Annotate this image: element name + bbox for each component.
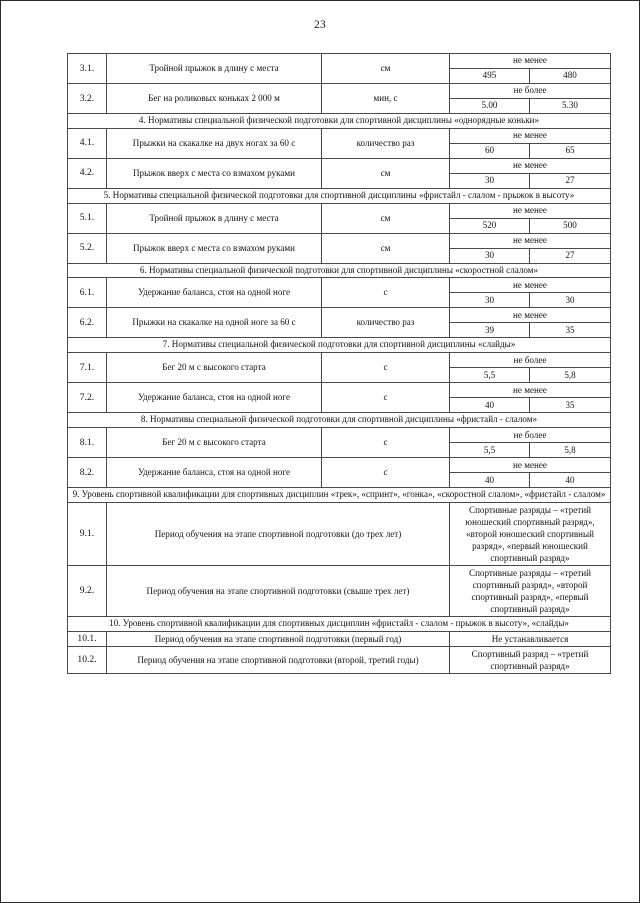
row-condition: не менее (450, 278, 611, 293)
row-condition: не менее (450, 308, 611, 323)
row-number: 4.2. (68, 158, 107, 188)
section-header-row (68, 114, 611, 129)
table-row (68, 84, 611, 99)
row-number: 6.2. (68, 308, 107, 338)
section-header-text: 7. Нормативы специальной физической подготовки для спортивной дисциплины «слайды» (68, 338, 611, 353)
row-qualification-value: Спортивные разряды – «третий спортивный разряд», «второй спортивный разряд», «первый спортивный разряд» (450, 565, 611, 616)
row-unit: с (322, 428, 450, 458)
table-row (68, 631, 611, 646)
row-exercise-name: Прыжок вверх с места со взмахом руками (107, 233, 322, 263)
table-row (68, 158, 611, 173)
row-description: Период обучения на этапе спортивной подготовки (до трех лет) (107, 502, 450, 565)
row-number: 8.2. (68, 458, 107, 488)
row-exercise-name: Бег 20 м с высокого старта (107, 353, 322, 383)
row-value-male: 39 (450, 323, 530, 338)
row-value-female: 5,8 (530, 368, 611, 383)
row-value-male: 40 (450, 473, 530, 488)
row-number: 4.1. (68, 128, 107, 158)
row-value-male: 520 (450, 218, 530, 233)
row-value-female: 480 (530, 69, 611, 84)
row-value-female: 5,8 (530, 443, 611, 458)
row-condition: не менее (450, 158, 611, 173)
row-value-female: 27 (530, 248, 611, 263)
row-description: Период обучения на этапе спортивной подготовки (первый год) (107, 631, 450, 646)
row-description: Период обучения на этапе спортивной подготовки (свыше трех лет) (107, 565, 450, 616)
row-exercise-name: Удержание баланса, стоя на одной ноге (107, 278, 322, 308)
row-value-female: 5.30 (530, 99, 611, 114)
section-header-row (68, 263, 611, 278)
row-value-male: 5.00 (450, 99, 530, 114)
row-condition: не менее (450, 54, 611, 69)
section-header-row (68, 488, 611, 503)
row-value-female: 27 (530, 173, 611, 188)
section-header-row (68, 616, 611, 631)
row-description: Период обучения на этапе спортивной подготовки (второй, третий годы) (107, 646, 450, 673)
sport-standards-table (67, 53, 611, 674)
row-value-male: 5,5 (450, 368, 530, 383)
section-header-row (68, 413, 611, 428)
row-condition: не более (450, 428, 611, 443)
row-number: 9.2. (68, 565, 107, 616)
row-number: 7.2. (68, 383, 107, 413)
row-exercise-name: Прыжки на скакалке на двух ногах за 60 с (107, 128, 322, 158)
row-unit: количество раз (322, 308, 450, 338)
section-header-row (68, 188, 611, 203)
row-unit: см (322, 54, 450, 84)
row-exercise-name: Бег 20 м с высокого старта (107, 428, 322, 458)
row-value-female: 500 (530, 218, 611, 233)
row-value-female: 35 (530, 398, 611, 413)
row-value-male: 40 (450, 398, 530, 413)
row-unit: с (322, 383, 450, 413)
row-condition: не менее (450, 203, 611, 218)
table-row (68, 383, 611, 398)
row-condition: не менее (450, 458, 611, 473)
row-unit: количество раз (322, 128, 450, 158)
row-number: 9.1. (68, 502, 107, 565)
section-header-text: 8. Нормативы специальной физической подготовки для спортивной дисциплины «фристайл - слалом» (68, 413, 611, 428)
page-number: 23 (313, 19, 327, 31)
row-number: 10.1. (68, 631, 107, 646)
table-row (68, 502, 611, 565)
row-exercise-name: Бег на роликовых коньках 2 000 м (107, 84, 322, 114)
row-value-female: 65 (530, 143, 611, 158)
row-unit: с (322, 458, 450, 488)
table-row (68, 278, 611, 293)
row-number: 6.1. (68, 278, 107, 308)
table-row (68, 428, 611, 443)
row-qualification-value: Спортивные разряды – «третий юношеский спортивный разряд», «второй юношеский спортивный разряд», «первый юношеский спортивный разряд» (450, 502, 611, 565)
row-unit: мин, с (322, 84, 450, 114)
row-condition: не менее (450, 128, 611, 143)
row-unit: см (322, 233, 450, 263)
table-row (68, 128, 611, 143)
row-number: 8.1. (68, 428, 107, 458)
row-unit: с (322, 353, 450, 383)
row-number: 3.1. (68, 54, 107, 84)
row-unit: см (322, 158, 450, 188)
row-number: 7.1. (68, 353, 107, 383)
table-body (68, 54, 611, 674)
table-row (68, 458, 611, 473)
row-value-male: 30 (450, 173, 530, 188)
row-condition: не более (450, 353, 611, 368)
row-unit: с (322, 278, 450, 308)
row-qualification-value: Не устанавливается (450, 631, 611, 646)
table-row (68, 353, 611, 368)
row-exercise-name: Тройной прыжок в длину с места (107, 203, 322, 233)
row-number: 5.2. (68, 233, 107, 263)
section-header-row (68, 338, 611, 353)
row-number: 10.2. (68, 646, 107, 673)
row-condition: не более (450, 84, 611, 99)
table-row (68, 646, 611, 673)
row-value-male: 30 (450, 248, 530, 263)
section-header-text: 9. Уровень спортивной квалификации для спортивных дисциплин «трек», «спринт», «гонка», «скоростной слалом», «фристайл - слалом» (68, 488, 611, 503)
row-qualification-value: Спортивный разряд – «третий спортивный разряд» (450, 646, 611, 673)
table-row (68, 233, 611, 248)
table-row (68, 565, 611, 616)
row-exercise-name: Прыжки на скакалке на одной ноге за 60 с (107, 308, 322, 338)
row-unit: см (322, 203, 450, 233)
section-header-text: 4. Нормативы специальной физической подготовки для спортивной дисциплины «однорядные коньки» (68, 114, 611, 129)
section-header-text: 6. Нормативы специальной физической подготовки для спортивной дисциплины «скоростной слалом» (68, 263, 611, 278)
row-condition: не менее (450, 383, 611, 398)
row-exercise-name: Удержание баланса, стоя на одной ноге (107, 383, 322, 413)
row-value-female: 40 (530, 473, 611, 488)
row-exercise-name: Удержание баланса, стоя на одной ноге (107, 458, 322, 488)
table-row (68, 54, 611, 69)
row-number: 5.1. (68, 203, 107, 233)
section-header-text: 10. Уровень спортивной квалификации для спортивных дисциплин «фристайл - слалом - прыжок в высоту», «слайды» (68, 616, 611, 631)
row-value-male: 495 (450, 69, 530, 84)
table-row (68, 203, 611, 218)
norms-table-container (67, 53, 610, 674)
row-value-female: 35 (530, 323, 611, 338)
table-row (68, 308, 611, 323)
row-number: 3.2. (68, 84, 107, 114)
row-value-male: 60 (450, 143, 530, 158)
row-exercise-name: Прыжок вверх с места со взмахом руками (107, 158, 322, 188)
row-value-female: 30 (530, 293, 611, 308)
row-value-male: 30 (450, 293, 530, 308)
row-value-male: 5,5 (450, 443, 530, 458)
section-header-text: 5. Нормативы специальной физической подготовки для спортивной дисциплины «фристайл - слалом - прыжок в высоту» (68, 188, 611, 203)
row-exercise-name: Тройной прыжок в длину с места (107, 54, 322, 84)
row-condition: не менее (450, 233, 611, 248)
